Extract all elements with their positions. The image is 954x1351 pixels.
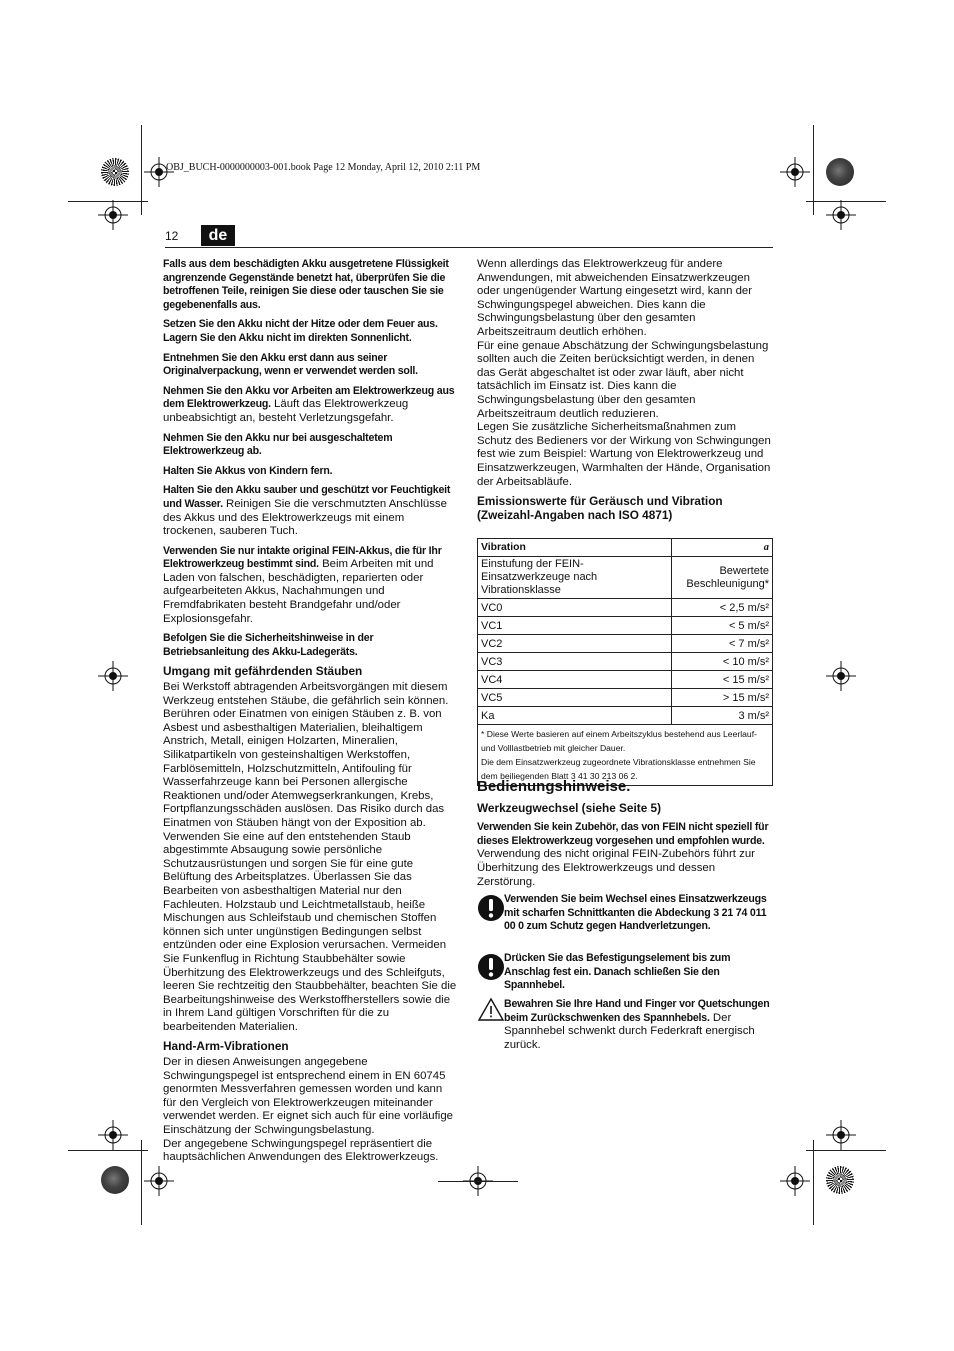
paragraph: Nehmen Sie den Akku vor Arbeiten am Elektrowerkzeug aus dem Elektrowerkzeug. Läuft das Elektrowerkzeug unbeabsichtigt an, besteht Verletzungsgefahr. bbox=[163, 384, 455, 424]
file-header: OBJ_BUCH-0000000003-001.book Page 12 Monday, April 12, 2010 2:11 PM bbox=[166, 162, 481, 173]
registration-mark-icon bbox=[780, 157, 810, 187]
crop-mark bbox=[813, 125, 814, 215]
table-cell: VC1 bbox=[478, 617, 672, 635]
registration-mark-icon bbox=[98, 661, 128, 691]
paragraph: Setzen Sie den Akku nicht der Hitze oder dem Feuer aus. Lagern Sie den Akku nicht im direkten Sonnenlicht. bbox=[163, 318, 438, 344]
table-cell: > 15 m/s² bbox=[672, 689, 773, 707]
operating-instructions bbox=[477, 774, 773, 895]
paragraph: Wenn allerdings das Elektrowerkzeug für andere Anwendungen, mit abweichenden Einsatzwerkzeugen oder ungenügender Wartung eingesetzt wird, kann der Schwingungspegel abweichen. Dies kann die Schwingungsbelastung über den gesamten Arbeitszeitraum deutlich erhöhen. bbox=[477, 258, 753, 338]
section-heading: Hand-Arm-Vibrationen bbox=[163, 1039, 289, 1054]
crop-mark bbox=[438, 1181, 518, 1182]
footnote: Die dem Einsatzwerkzeug zugeordnete Vibrationsklasse entnehmen Sie dem beiliegenden Blatt 3 41 30 213 06 2. bbox=[481, 757, 756, 781]
section-heading: Emissionswerte für Geräusch und Vibration (Zweizahl-Angaben nach ISO 4871) bbox=[477, 494, 723, 522]
crop-mark bbox=[68, 1150, 148, 1151]
paragraph: Falls aus dem beschädigten Akku ausgetretene Flüssigkeit angrenzende Gegenstände benetzt hat, überprüfen Sie die betroffenen Teile, reinigen Sie diese oder tauschen Sie sie gegebenenfalls aus. bbox=[163, 258, 449, 311]
registration-mark-icon bbox=[826, 661, 856, 691]
left-column bbox=[163, 258, 458, 1171]
table-cell: VC4 bbox=[478, 671, 672, 689]
paragraph: Halten Sie Akkus von Kindern fern. bbox=[163, 464, 333, 477]
paragraph: Verwenden Sie kein Zubehör, das von FEIN nicht speziell für dieses Elektrowerkzeug vorgesehen und empfohlen wurde. Verwendung des nicht original FEIN-Zubehörs führt zur Überhitzung des Elektrowerkzeugs und dessen Zerstörung. bbox=[477, 821, 769, 888]
table-cell: VC0 bbox=[478, 599, 672, 617]
crop-mark bbox=[813, 1140, 814, 1225]
registration-mark-icon bbox=[98, 200, 128, 230]
paragraph: Legen Sie zusätzliche Sicherheitsmaßnahmen zum Schutz des Bedieners vor der Wirkung von Schwingungen fest wie zum Beispiel: Wartung von Elektrowerkzeug und Einsatzwerkzeugen, Warmhalten der Hände, Organisation der Arbeitsabläufe. bbox=[477, 421, 771, 488]
registration-mark-icon bbox=[826, 1120, 856, 1150]
crop-mark bbox=[141, 1140, 142, 1225]
paragraph: Für eine genaue Abschätzung der Schwingungsbelastung sollten auch die Zeiten berücksichtigt werden, in denen das Gerät abgeschaltet ist oder zwar läuft, aber nicht tatsächlich im Einsatz ist. Dies kann die Schwingungsbelastung über den gesamten Arbeitszeitraum deutlich reduzieren. bbox=[477, 339, 769, 420]
language-badge: de bbox=[201, 225, 235, 246]
section-heading: Umgang mit gefährdenden Stäuben bbox=[163, 664, 363, 679]
table-cell: < 10 m/s² bbox=[672, 653, 773, 671]
table-cell: Bewertete Beschleunigung* bbox=[672, 557, 773, 599]
table-cell: VC5 bbox=[478, 689, 672, 707]
warning-triangle-icon bbox=[477, 996, 505, 1024]
section-title: Bedienungshinweise. bbox=[477, 778, 631, 795]
table-cell: VC2 bbox=[478, 635, 672, 653]
table-cell: 3 m/s² bbox=[672, 707, 773, 725]
paragraph: Entnehmen Sie den Akku erst dann aus seiner Originalverpackung, wenn er verwendet werden soll. bbox=[163, 351, 418, 378]
section-heading: Werkzeugwechsel (siehe Seite 5) bbox=[477, 800, 662, 815]
paragraph: Nehmen Sie den Akku nur bei ausgeschaltetem Elektrowerkzeug ab. bbox=[163, 431, 393, 458]
table-cell: Ka bbox=[478, 707, 672, 725]
paragraph: Der in diesen Anweisungen angegebene Schwingungspegel ist entsprechend einem in EN 60745 genormten Messverfahren gemessen worden und kann für den Vergleich von Elektrowerkzeugen miteinander verwendet werden. Er eignet sich auch für eine vorläufige Einschätzung der Schwingungsbelastung. bbox=[163, 1056, 453, 1137]
table-header: Vibration bbox=[478, 539, 672, 557]
exclamation-circle-icon bbox=[477, 894, 505, 922]
table-header: a bbox=[672, 539, 773, 557]
registration-mark-icon bbox=[826, 200, 856, 230]
table-cell: < 7 m/s² bbox=[672, 635, 773, 653]
crop-mark bbox=[806, 1150, 886, 1151]
paragraph: Verwenden Sie nur intakte original FEIN-Akkus, die für Ihr Elektrowerkzeug bestimmt sind. Beim Arbeiten mit und Laden von falschen, beschädigten, reparierten oder aufgearbeiteten Akkus, Nachahmungen und Fremdfabrikaten besteht Brandgefahr und/oder Explosionsgefahr. bbox=[163, 544, 442, 625]
color-bar-disc bbox=[826, 158, 854, 186]
paragraph: Der angegebene Schwingungspegel repräsentiert die hauptsächlichen Anwendungen des Elektrowerkzeugs. bbox=[163, 1137, 439, 1164]
paragraph: Bewahren Sie Ihre Hand und Finger vor Quetschungen beim Zurückschwenken des Spannhebels. Der Spannhebel schwenkt durch Federkraft energisch zurück. bbox=[504, 998, 770, 1051]
registration-mark-icon bbox=[98, 1120, 128, 1150]
exclamation-circle-icon bbox=[477, 953, 505, 981]
paragraph: Halten Sie den Akku sauber und geschützt vor Feuchtigkeit und Wasser. Reinigen Sie die verschmutzten Anschlüsse des Akkus und des Elektrowerkzeugs mit einem trockenen, sauberen Tuch. bbox=[163, 484, 451, 538]
color-bar-disc bbox=[101, 158, 129, 186]
paragraph: Bei Werkstoff abtragenden Arbeitsvorgängen mit diesem Werkzeug entstehen Stäube, die gefährlich sein können. Berühren oder Einatmen von einigen Stäuben z. B. von Asbest und asbesthaltigen Materialien, bleihaltigem Anstrich, Metall, einigen Holzarten, Mineralien, Silikatpartikeln von gesteinshaltigen Werkstoffen, Farblösemitteln, Holzschutzmitteln, Antifouling für Wasserfahrzeuge kann bei Personen allergische Reaktionen und/oder Atemwegserkrankungen, Krebs, Fortpflanzungsschäden auslösen. Das Risiko durch das Einatmen von Stäuben hängt von der Exposition ab. Verwenden Sie eine auf den entstehenden Staub abgestimmte Absaugung sowie persönliche Schutzausrüstungen und sorgen Sie für eine gute Belüftung des Arbeitsplatzes. Überlassen Sie das Bearbeiten von asbesthaltigen Material nur den Fachleuten. Holzstaub und Leichtmetallstaub, heiße Mischungen aus Schleifstaub und chemischen Stoffen können sich unter ungünstigen Bedingungen selbst entzünden oder eine Explosion verursachen. Vermeiden Sie Funkenflug in Richtung Staubbehälter sowie Überhitzung des Elektrowerkzeugs und des Schleifguts, leeren Sie rechtzeitig den Staubbehälter, beachten Sie die Bearbeitungshinweise des Werkstoffherstellers sowie die in Ihrem Land gültigen Vorschriften für die zu bearbeitenden Materialien. bbox=[163, 681, 457, 1033]
table-cell: < 5 m/s² bbox=[672, 617, 773, 635]
paragraph: Verwenden Sie beim Wechsel eines Einsatzwerkzeugs mit scharfen Schnittkanten die Abdeckung 3 21 74 011 00 0 zum Schutz gegen Handverletzungen. bbox=[504, 893, 767, 933]
paragraph: Befolgen Sie die Sicherheitshinweise in der Betriebsanleitung des Akku-Ladegeräts. bbox=[163, 632, 374, 658]
registration-mark-icon bbox=[780, 1166, 810, 1196]
color-bar-disc bbox=[826, 1166, 854, 1194]
footnote: * Diese Werte basieren auf einem Arbeitszyklus bestehend aus Leerlauf- und Volllastbetrieb mit gleicher Dauer. bbox=[481, 729, 757, 753]
header-rule bbox=[165, 247, 773, 248]
paragraph: Drücken Sie das Befestigungselement bis zum Anschlag fest ein. Danach schließen Sie den Spannhebel. bbox=[504, 952, 731, 992]
page-number: 12 bbox=[165, 229, 179, 243]
color-bar-disc bbox=[101, 1166, 129, 1194]
table-cell: < 15 m/s² bbox=[672, 671, 773, 689]
crop-mark bbox=[141, 125, 142, 215]
table-cell: < 2,5 m/s² bbox=[672, 599, 773, 617]
vibration-table bbox=[477, 538, 773, 786]
table-cell: Einstufung der FEIN-Einsatzwerkzeuge nach Vibrationsklasse bbox=[478, 557, 672, 599]
right-column bbox=[477, 258, 773, 524]
table-cell: VC3 bbox=[478, 653, 672, 671]
